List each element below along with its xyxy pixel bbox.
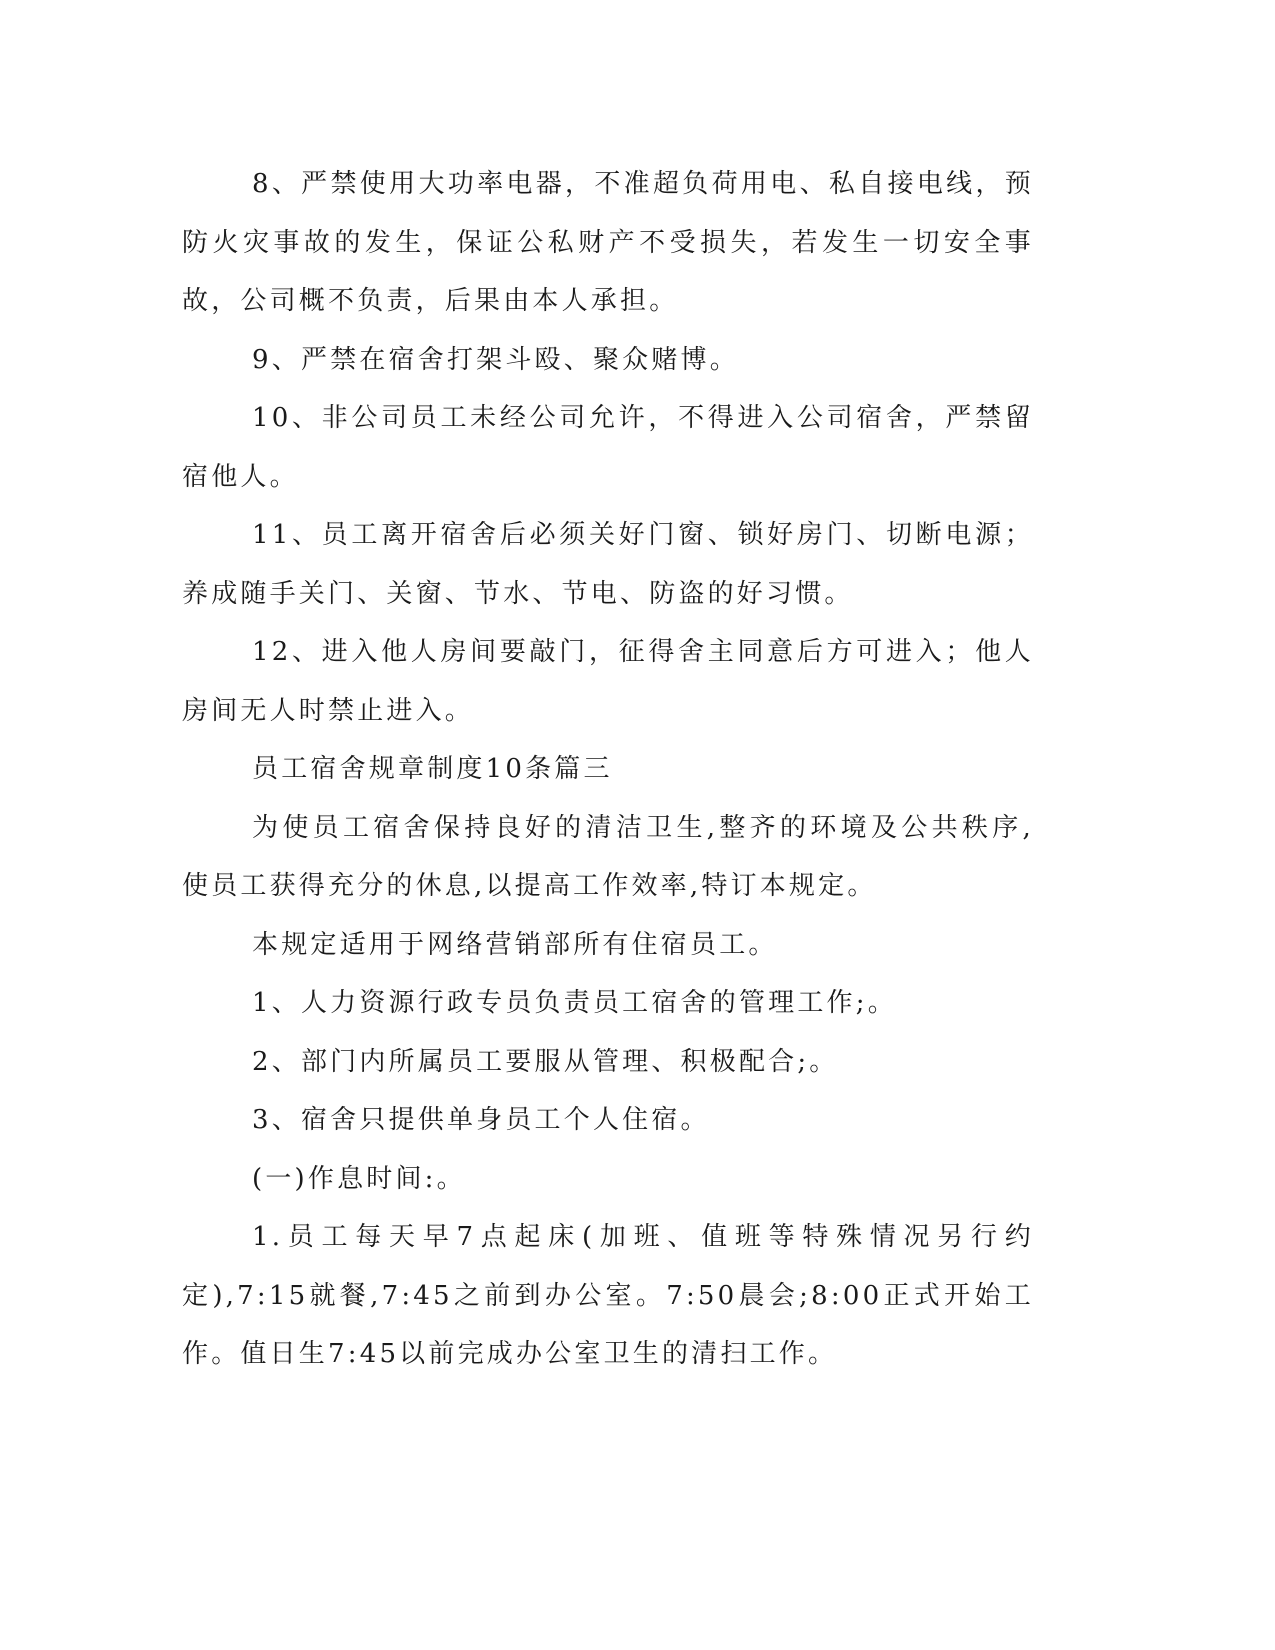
paragraph-purpose: 为使员工宿舍保持良好的清洁卫生,整齐的环境及公共秩序,使员工获得充分的休息,以提高工作效率,特订本规定。 — [182, 812, 1034, 901]
paragraph-schedule-1: 1.员工每天早7点起床(加班、值班等特殊情况另行约定),7:15就餐,7:45之前到办公室。7:50晨会;8:00正式开始工作。值日生7:45以前完成办公室卫生的清扫工作。 — [182, 1222, 1034, 1369]
paragraph-scope: 本规定适用于网络营销部所有住宿员工。 — [252, 929, 778, 960]
paragraph-rule-11: 11、员工离开宿舍后必须关好门窗、锁好房门、切断电源；养成随手关门、关窗、节水、节电、防盗的好习惯。 — [182, 520, 1034, 609]
document-body — [182, 155, 1034, 1384]
section-heading: 员工宿舍规章制度10条篇三 — [252, 754, 613, 784]
paragraph-item-2: 2、部门内所属员工要服从管理、积极配合;。 — [252, 1046, 839, 1077]
paragraph-rule-9: 9、严禁在宿舍打架斗殴、聚众赌博。 — [252, 344, 739, 375]
paragraph-item-1: 1、人力资源行政专员负责员工宿舍的管理工作;。 — [252, 988, 897, 1018]
paragraph-rule-8: 8、严禁使用大功率电器，不准超负荷用电、私自接电线，预防火灾事故的发生，保证公私财产不受损失，若发生一切安全事故，公司概不负责，后果由本人承担。 — [182, 169, 1034, 316]
paragraph-item-3: 3、宿舍只提供单身员工个人住宿。 — [252, 1105, 710, 1135]
paragraph-rule-10: 10、非公司员工未经公司允许，不得进入公司宿舍，严禁留宿他人。 — [182, 403, 1034, 492]
paragraph-rule-12: 12、进入他人房间要敲门，征得舍主同意后方可进入；他人房间无人时禁止进入。 — [182, 637, 1034, 726]
subheading-schedule: (一)作息时间:。 — [252, 1163, 466, 1194]
